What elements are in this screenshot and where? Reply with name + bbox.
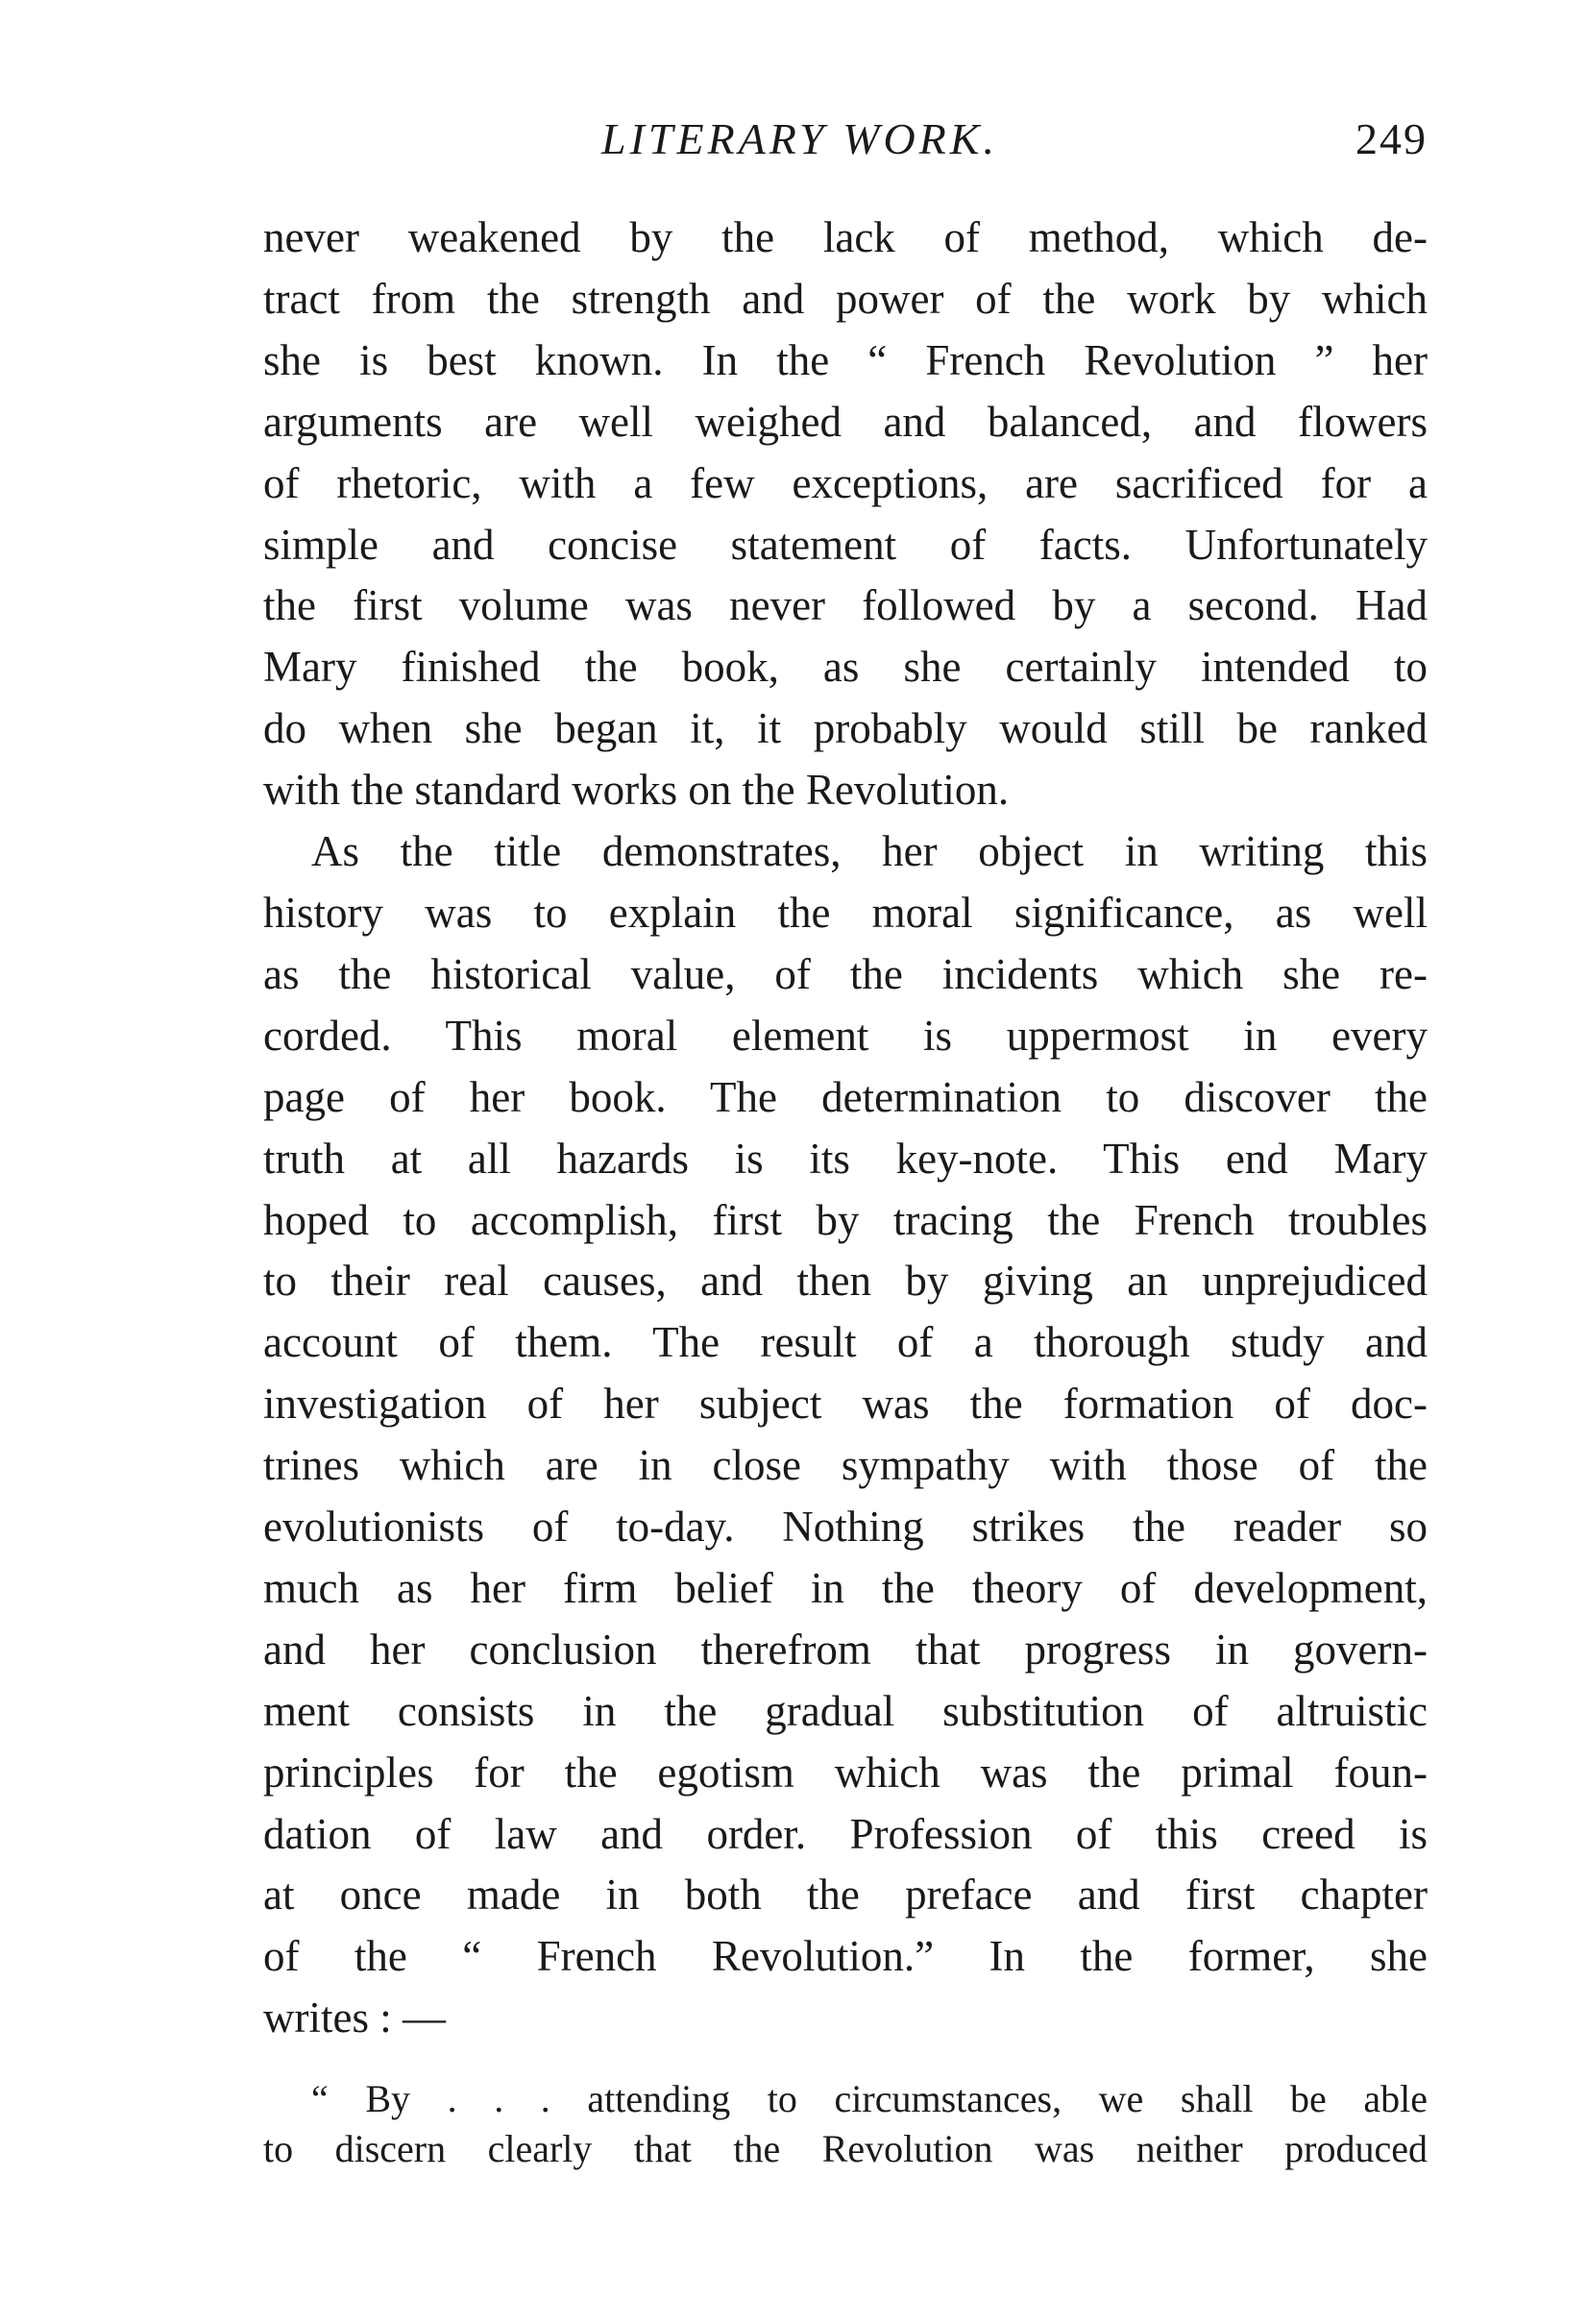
text-line: evolutionists of to-day. Nothing strikes the reader so [263,1503,1428,1552]
text-line: simple and concise statement of facts. Unfortunately [263,520,1428,569]
text-line: account of them. The result of a thorough study and [263,1318,1428,1367]
text-line: principles for the egotism which was the primal foun- [263,1748,1428,1797]
text-line: never weakened by the lack of method, which de- [263,213,1428,261]
text-line: trines which are in close sympathy with those of the [263,1441,1428,1490]
text-line: much as her firm belief in the theory of development, [263,1563,1428,1612]
text-line: do when she began it, it probably would still be ranked [263,704,1428,753]
text-line: truth at all hazards is its key-note. This end Mary [263,1134,1428,1183]
text-line: As the title demonstrates, her object in writing this [311,827,1428,876]
text-line: of rhetoric, with a few exceptions, are sacrificed for a [263,458,1428,507]
text-line: corded. This moral element is uppermost in every [263,1011,1428,1060]
text-line: page of her book. The determination to discover the [263,1072,1428,1121]
page-number: 249 [1355,114,1428,163]
quote-line: “ By . . . attending to circumstances, we shall be able [311,2077,1428,2121]
text-line: she is best known. In the “ French Revolution ” her [263,335,1428,384]
quote-line: to discern clearly that the Revolution was neither produced [263,2127,1428,2171]
text-line: investigation of her subject was the formation of doc- [263,1380,1428,1429]
text-line: tract from the strength and power of the work by which [263,274,1428,323]
text-line: hoped to accomplish, first by tracing the French troubles [263,1195,1428,1244]
text-line: Mary finished the book, as she certainly intended to [263,643,1428,692]
text-line: writes : — [263,1994,446,2043]
text-line: ment consists in the gradual substitution of altruistic [263,1686,1428,1735]
text-line: arguments are well weighed and balanced, and flowers [263,397,1428,446]
text-line: the first volume was never followed by a second. Had [263,581,1428,630]
text-line: as the historical value, of the incidents which she re- [263,949,1428,998]
text-line: and her conclusion therefrom that progress in govern- [263,1625,1428,1674]
text-line: dation of law and order. Profession of this creed is [263,1809,1428,1858]
book-page [263,106,1428,2174]
block-quote [263,2074,1428,2174]
running-title: LITERARY WORK. [601,114,998,163]
text-line: of the “ French Revolution.” In the former, she [263,1932,1428,1981]
text-line: history was to explain the moral significance, as well [263,888,1428,937]
paragraph-2 [263,821,1428,2049]
text-line: with the standard works on the Revolution. [263,766,1010,815]
text-line: to their real causes, and then by giving an unprejudiced [263,1257,1428,1306]
paragraph-1 [263,208,1428,821]
running-head [263,106,1428,183]
text-line: at once made in both the preface and first chapter [263,1871,1428,1920]
